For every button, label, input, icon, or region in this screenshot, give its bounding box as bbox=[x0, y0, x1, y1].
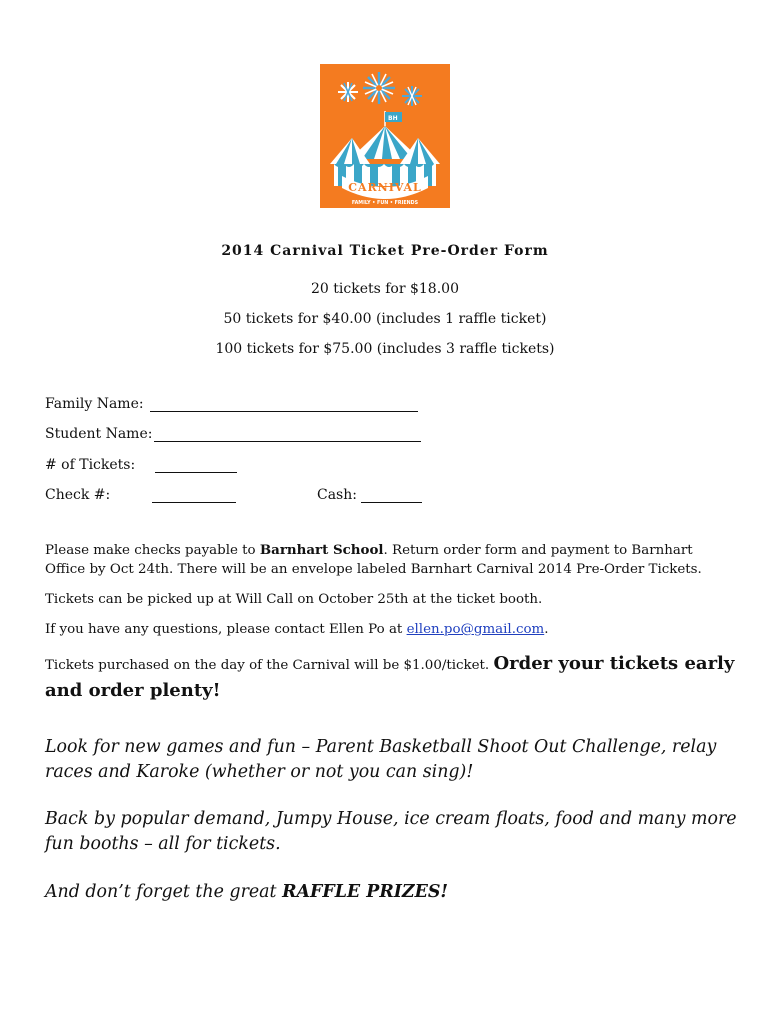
cash-label: Cash: bbox=[317, 487, 357, 503]
check-number-field[interactable] bbox=[152, 488, 236, 503]
cash-field[interactable] bbox=[361, 488, 422, 503]
contact-text: If you have any questions, please contact Ellen Po at bbox=[45, 622, 407, 637]
num-tickets-field[interactable] bbox=[155, 458, 237, 473]
form-title: 2014 Carnival Ticket Pre-Order Form bbox=[221, 243, 549, 259]
promo-popular-demand: Back by popular demand, Jumpy House, ice cream floats, food and many more fun booths – all for tickets. bbox=[45, 809, 737, 854]
day-of-pricing bbox=[45, 651, 735, 705]
raffle-text: And don’t forget the great bbox=[45, 882, 283, 902]
price-tier-50: 50 tickets for $40.00 (includes 1 raffle ticket) bbox=[223, 311, 547, 327]
promo-raffle bbox=[45, 880, 745, 905]
day-of-price-text: Tickets purchased on the day of the Carnival will be $1.00/ticket. bbox=[45, 658, 494, 673]
payment-deadline-text: . Return order form and payment to Barnhart Office by Oct 24th. There will be an envelope labeled Barnhart Carnival 2014 Pre-Order Tickets. bbox=[45, 543, 702, 577]
order-early-callout: Order your tickets early and order plenty! bbox=[45, 653, 735, 701]
payee-name: Barnhart School bbox=[259, 542, 384, 558]
svg-text:CARNIVAL: CARNIVAL bbox=[348, 181, 422, 194]
svg-text:FAMILY • FUN • FRIENDS: FAMILY • FUN • FRIENDS bbox=[351, 201, 419, 206]
carnival-tent-icon bbox=[320, 64, 450, 208]
contact-period: . bbox=[544, 622, 549, 637]
num-tickets-label: # of Tickets: bbox=[45, 457, 136, 473]
family-name-field[interactable] bbox=[150, 397, 418, 412]
family-name-label: Family Name: bbox=[45, 396, 144, 412]
raffle-prizes-callout: RAFFLE PRIZES! bbox=[282, 882, 449, 902]
payment-instructions bbox=[45, 541, 735, 579]
price-tier-100: 100 tickets for $75.00 (includes 3 raffle tickets) bbox=[215, 341, 555, 357]
price-tier-20: 20 tickets for $18.00 bbox=[311, 281, 459, 297]
student-name-field[interactable] bbox=[154, 427, 421, 442]
promo-new-games: Look for new games and fun – Parent Basketball Shoot Out Challenge, relay races and Karoke (whether or not you can sing)! bbox=[45, 737, 717, 782]
check-number-label: Check #: bbox=[45, 487, 111, 503]
pickup-instructions: Tickets can be picked up at Will Call on October 25th at the ticket booth. bbox=[45, 592, 543, 607]
payment-text: Please make checks payable to bbox=[45, 543, 260, 558]
contact-info bbox=[45, 620, 735, 639]
contact-email-link[interactable]: ellen.po@gmail.com bbox=[406, 622, 545, 637]
svg-text:BH: BH bbox=[388, 115, 398, 122]
student-name-label: Student Name: bbox=[45, 426, 153, 442]
carnival-logo bbox=[320, 64, 450, 208]
